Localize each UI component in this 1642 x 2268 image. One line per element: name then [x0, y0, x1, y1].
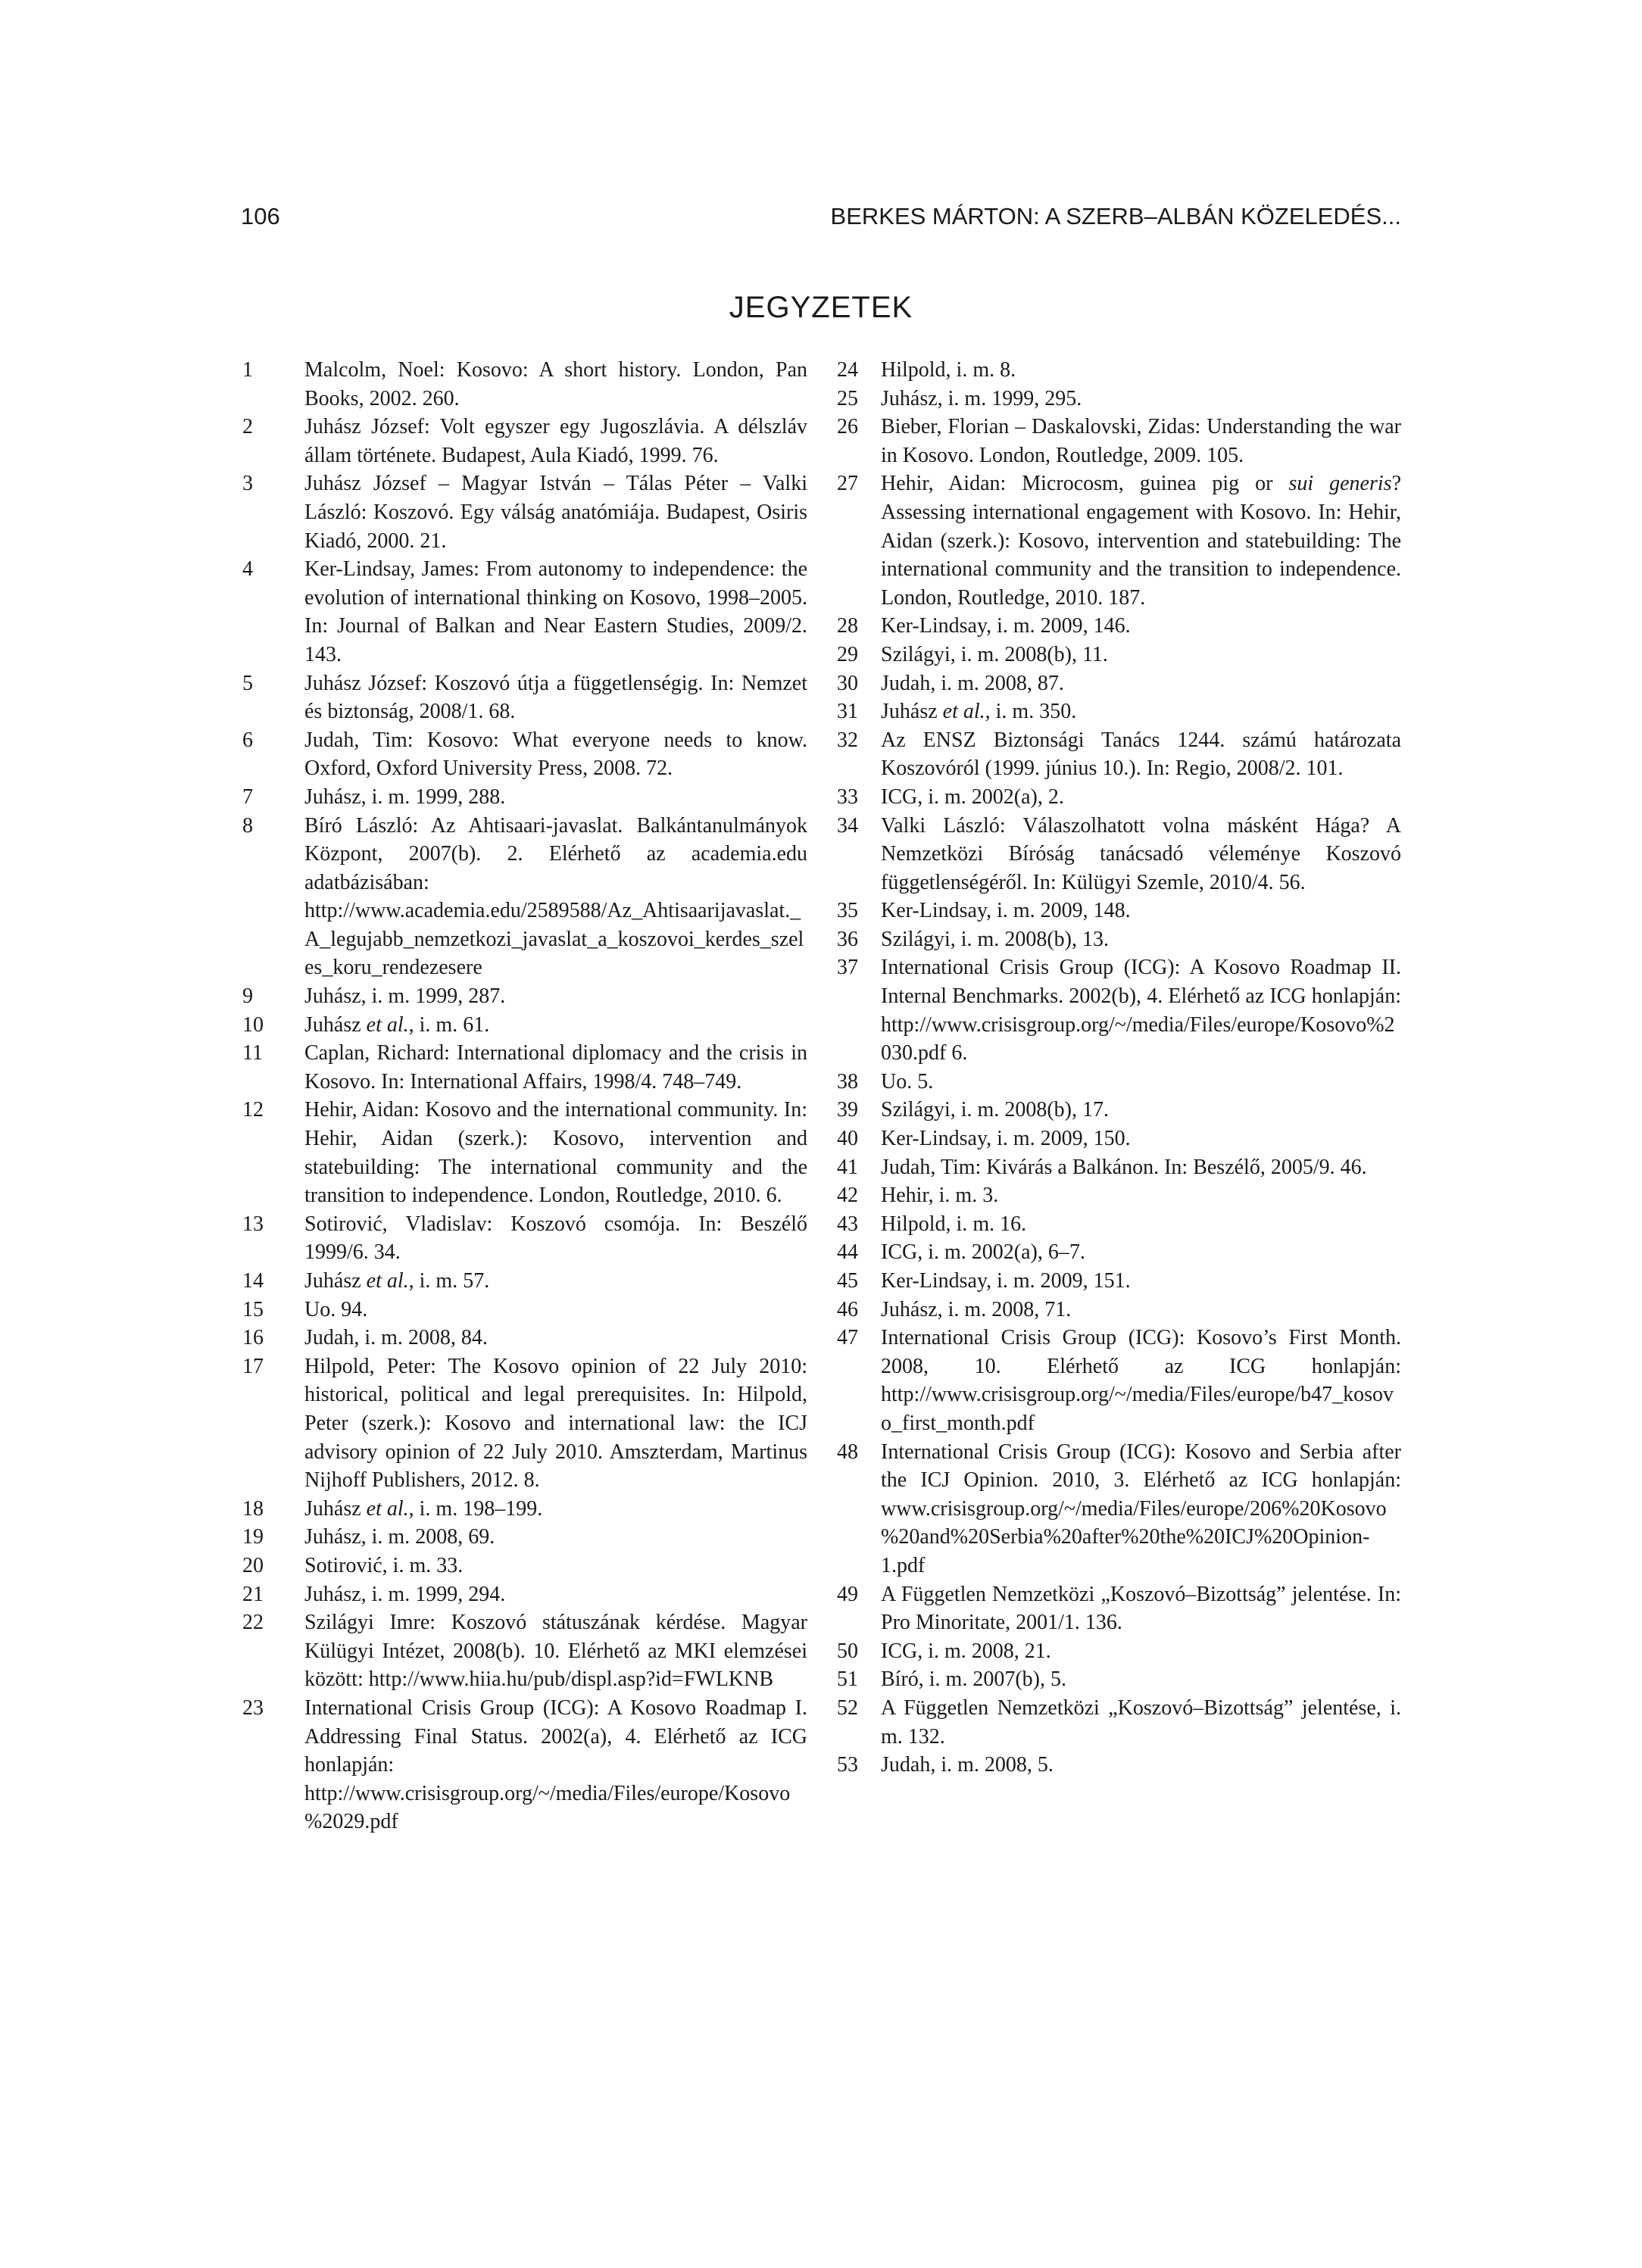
footnote-text: Juhász József: Koszovó útja a függetlenségig. In: Nemzet és biztonság, 2008/1. 68. [304, 671, 807, 724]
footnote [835, 1125, 1401, 1153]
footnote [835, 1267, 1401, 1296]
notes-column-right [835, 356, 1401, 1780]
footnote-text-part: i. m. 61. [414, 1012, 490, 1037]
footnote [241, 1495, 807, 1524]
footnote-number: 41 [837, 1155, 858, 1179]
footnote-number: 44 [837, 1240, 858, 1265]
footnote [835, 1438, 1401, 1580]
footnote [835, 1751, 1401, 1780]
footnote-text: ICG, i. m. 2008, 21. [881, 1639, 1051, 1663]
footnote-number: 28 [837, 614, 858, 638]
footnote [241, 1296, 807, 1324]
footnote-number: 7 [242, 785, 253, 809]
footnote-text: Judah, Tim: Kivárás a Balkánon. In: Beszélő, 2005/9. 46. [881, 1155, 1367, 1179]
footnote-text: Juhász, i. m. 1999, 295. [881, 386, 1082, 410]
footnote-number: 30 [837, 671, 858, 695]
footnote-text: A Független Nemzetközi „Koszovó–Bizottság” jelentése, i. m. 132. [881, 1696, 1401, 1749]
footnote [241, 356, 807, 413]
footnote-number: 31 [837, 700, 858, 724]
footnote-number: 38 [837, 1069, 858, 1093]
footnote [241, 1580, 807, 1609]
footnote-text: Uo. 94. [304, 1297, 368, 1321]
footnote [835, 1210, 1401, 1239]
footnote-text: International Crisis Group (ICG): A Kosovo Roadmap II. Internal Benchmarks. 2002(b), 4. Elérhető az ICG honlapján: http://www.crisisgroup.org/~/media/Files/europe/Kosovo%2030.pdf 6. [881, 956, 1401, 1065]
footnote-text [881, 697, 1401, 726]
footnote [835, 1665, 1401, 1694]
footnote-text: Caplan, Richard: International diplomacy and the crisis in Kosovo. In: International Affairs, 1998/4. 748–749. [304, 1041, 807, 1093]
footnote [835, 1238, 1401, 1267]
footnote [241, 555, 807, 669]
footnote-text: Szilágyi, i. m. 2008(b), 17. [881, 1098, 1109, 1122]
footnote-text: ICG, i. m. 2002(a), 2. [881, 785, 1064, 809]
footnote [835, 1068, 1401, 1097]
footnote [241, 1324, 807, 1352]
footnote-number: 18 [242, 1496, 264, 1521]
footnote-text: Judah, i. m. 2008, 87. [881, 671, 1064, 695]
footnote [835, 953, 1401, 1067]
footnote-text-part: i. m. 57. [414, 1269, 490, 1293]
page-header [241, 203, 1401, 241]
footnote-number: 17 [242, 1354, 264, 1378]
footnote [241, 1210, 807, 1267]
footnote [835, 897, 1401, 925]
running-title: BERKES MÁRTON: A SZERB–ALBÁN KÖZELEDÉS... [830, 203, 1401, 229]
footnote [835, 1096, 1401, 1125]
footnote-number: 8 [242, 813, 253, 838]
footnote-text [881, 470, 1401, 612]
footnote-text: International Crisis Group (ICG): Kosovo and Serbia after the ICJ Opinion. 2010, 3. Elérhető az ICG honlapján: www.crisisgroup.org/~/media/Files/europe/206%20Kosovo%20and%20Serbia%20after%20the%20ICJ%20Opinion-1.pdf [881, 1440, 1401, 1577]
footnote [241, 982, 807, 1011]
footnote [241, 1352, 807, 1495]
footnote-text-part: Juhász [304, 1496, 367, 1521]
footnote [241, 1039, 807, 1096]
footnote [835, 612, 1401, 641]
footnote-number: 16 [242, 1326, 264, 1350]
footnote-number: 6 [242, 728, 253, 752]
footnote-number: 46 [837, 1297, 858, 1321]
footnote-text: Juhász József – Magyar István – Tálas Péter – Valki László: Koszovó. Egy válság anatómiája. Budapest, Osiris Kiadó, 2000. 21. [304, 472, 807, 553]
footnote-number: 11 [242, 1041, 263, 1065]
footnote-number: 21 [242, 1582, 264, 1606]
footnote-number: 15 [242, 1297, 264, 1321]
footnote-number: 37 [837, 956, 858, 980]
footnote-number: 3 [242, 472, 253, 496]
footnote-text: Bíró, i. m. 2007(b), 5. [881, 1667, 1066, 1692]
footnote-number: 10 [242, 1012, 264, 1037]
footnote-text-italic: et al., [366, 1269, 414, 1293]
footnote-text: Sotirović, Vladislav: Koszovó csomója. In: Beszélő 1999/6. 34. [304, 1212, 807, 1265]
footnote-text-part: Juhász [881, 700, 943, 724]
footnote-text: Judah, Tim: Kosovo: What everyone needs to know. Oxford, Oxford University Press, 2008. 72. [304, 728, 807, 781]
footnote [835, 1181, 1401, 1210]
footnote-text: Juhász, i. m. 2008, 71. [881, 1297, 1072, 1321]
footnote-number: 53 [837, 1753, 858, 1777]
footnote-number: 33 [837, 785, 858, 809]
footnote-text-part: Juhász [304, 1012, 367, 1037]
footnote-text: Sotirović, i. m. 33. [304, 1553, 464, 1577]
footnote [241, 1523, 807, 1552]
footnote-number: 32 [837, 728, 858, 752]
footnote [835, 812, 1401, 897]
footnote [241, 669, 807, 726]
footnote-number: 5 [242, 671, 253, 695]
footnote-text-part: Hehir, Aidan: Microcosm, guinea pig or [881, 472, 1289, 496]
footnote [835, 385, 1401, 413]
footnote-number: 43 [837, 1212, 858, 1236]
footnote [835, 413, 1401, 470]
footnote-text: Malcolm, Noel: Kosovo: A short history. London, Pan Books, 2002. 260. [304, 358, 807, 410]
footnote-text: Valki László: Válaszolhatott volna másként Hága? A Nemzetközi Bíróság tanácsadó véleménye Koszovó függetlenségéről. In: Külügyi Szemle, 2010/4. 56. [881, 813, 1401, 894]
footnote [241, 783, 807, 812]
footnote [835, 1324, 1401, 1437]
footnote [241, 1552, 807, 1580]
footnote-text-part: Juhász [304, 1269, 367, 1293]
footnote-number: 20 [242, 1553, 264, 1577]
footnote [835, 697, 1401, 726]
footnote-text: Uo. 5. [881, 1069, 934, 1093]
footnote [835, 470, 1401, 612]
footnote-number: 22 [242, 1611, 264, 1635]
footnote-number: 14 [242, 1269, 264, 1293]
footnote-text: Hehir, i. m. 3. [881, 1184, 999, 1208]
footnote-number: 29 [837, 642, 858, 666]
footnote [241, 1011, 807, 1040]
footnote-text: ICG, i. m. 2002(a), 6–7. [881, 1240, 1085, 1265]
footnote-number: 39 [837, 1098, 858, 1122]
footnote-text: International Crisis Group (ICG): A Kosovo Roadmap I. Addressing Final Status. 2002(a), 4. Elérhető az ICG honlapján: http://www.crisisgroup.org/~/media/Files/europe/Kosovo%2029.pdf [304, 1696, 807, 1834]
footnote-number: 34 [837, 813, 858, 838]
footnote-number: 4 [242, 557, 253, 582]
footnote [241, 1608, 807, 1694]
footnote-text: Az ENSZ Biztonsági Tanács 1244. számú határozata Koszovóról (1999. június 10.). In: Regio, 2008/2. 101. [881, 728, 1401, 781]
footnote-text: Juhász, i. m. 1999, 294. [304, 1582, 506, 1606]
footnote [835, 726, 1401, 783]
footnote-number: 1 [242, 358, 253, 382]
footnote-text: Hilpold, i. m. 16. [881, 1212, 1027, 1236]
footnote [241, 1694, 807, 1836]
footnote-number: 42 [837, 1184, 858, 1208]
footnote-text [304, 1267, 807, 1296]
footnote-number: 35 [837, 899, 858, 923]
footnote-number: 9 [242, 984, 253, 1009]
footnote [835, 356, 1401, 385]
footnote-number: 52 [837, 1696, 858, 1720]
footnote [835, 1153, 1401, 1182]
footnote-number: 40 [837, 1127, 858, 1151]
footnote [241, 726, 807, 783]
notes-column-left [241, 356, 807, 1836]
footnote-text: A Független Nemzetközi „Koszovó–Bizottság” jelentése. In: Pro Minoritate, 2001/1. 136. [881, 1582, 1401, 1635]
footnote-text: Judah, i. m. 2008, 5. [881, 1753, 1054, 1777]
footnote-number: 48 [837, 1440, 858, 1464]
footnote-number: 36 [837, 927, 858, 951]
footnote-text: Hilpold, i. m. 8. [881, 358, 1016, 382]
footnote [241, 413, 807, 470]
footnote [835, 1580, 1401, 1637]
footnote-text: Hehir, Aidan: Kosovo and the international community. In: Hehir, Aidan (szerk.): Kosovo, intervention and statebuilding: The international community and the transition to independence. London, Routledge, 2010. 6. [304, 1098, 807, 1208]
footnote-text: Judah, i. m. 2008, 84. [304, 1326, 488, 1350]
footnote-text-part: i. m. 198–199. [414, 1496, 543, 1521]
footnote-number: 13 [242, 1212, 264, 1236]
footnote [835, 641, 1401, 669]
footnote-text: Szilágyi, i. m. 2008(b), 13. [881, 927, 1109, 951]
footnote-number: 49 [837, 1582, 858, 1606]
footnote-text: Juhász, i. m. 1999, 287. [304, 984, 506, 1009]
footnote [835, 1296, 1401, 1324]
footnote-text: Juhász, i. m. 1999, 288. [304, 785, 506, 809]
footnote-text: Szilágyi Imre: Koszovó státuszának kérdése. Magyar Külügyi Intézet, 2008(b). 10. Elérhető az MKI elemzései között: http://www.hiia.hu/pub/displ.asp?id=FWLKNB [304, 1611, 807, 1692]
footnote [241, 1096, 807, 1209]
footnote-text-italic: et al., [942, 700, 991, 724]
footnote-number: 2 [242, 415, 253, 439]
footnote-text: Ker-Lindsay, i. m. 2009, 148. [881, 899, 1131, 923]
footnote-number: 12 [242, 1098, 264, 1122]
footnote-number: 23 [242, 1696, 264, 1720]
page-number: 106 [241, 203, 280, 229]
footnote-text: Juhász József: Volt egyszer egy Jugoszlávia. A délszláv állam története. Budapest, Aula Kiadó, 1999. 76. [304, 415, 807, 467]
footnote-text [304, 1495, 807, 1524]
footnote-text-part: ? Assessing international engagement with Kosovo. In: Hehir, Aidan (szerk.): Kosovo, intervention and statebuilding: The international community and the transition to independence. London, Routledge, 2010. 187. [881, 472, 1401, 610]
footnote [241, 812, 807, 983]
footnote-number: 47 [837, 1326, 858, 1350]
section-title: JEGYZETEK [729, 291, 913, 324]
footnote [835, 1694, 1401, 1751]
footnote-text: Ker-Lindsay, i. m. 2009, 150. [881, 1127, 1131, 1151]
footnote-text: Bieber, Florian – Daskalovski, Zidas: Understanding the war in Kosovo. London, Routledge, 2009. 105. [881, 415, 1401, 467]
footnote-number: 45 [837, 1269, 858, 1293]
footnote [835, 669, 1401, 698]
footnote-text: Hilpold, Peter: The Kosovo opinion of 22 July 2010: historical, political and legal prerequisites. In: Hilpold, Peter (szerk.): Kosovo and international law: the ICJ advisory opinion of 22 July 2010. Amszterdam, Martinus Nijhoff Publishers, 2012. 8. [304, 1354, 807, 1493]
footnote-text: Ker-Lindsay, i. m. 2009, 146. [881, 614, 1131, 638]
footnote [835, 1637, 1401, 1666]
footnote-number: 27 [837, 472, 858, 496]
footnote-text-italic: sui generis [1288, 472, 1392, 496]
footnote-number: 51 [837, 1667, 858, 1692]
footnote-text: Szilágyi, i. m. 2008(b), 11. [881, 642, 1108, 666]
footnote-number: 19 [242, 1525, 264, 1549]
footnote-text-part: i. m. 350. [990, 700, 1077, 724]
footnote-text: Bíró László: Az Ahtisaari-javaslat. Balkántanulmányok Központ, 2007(b). 2. Elérhető az academia.edu adatbázisában: http://www.academia.edu/2589588/Az_Ahtisaarijavaslat._A_legujabb_nemzetkozi_javaslat_a_koszovoi_kerdes_szeles_koru_rendezesere [304, 813, 807, 980]
footnote [241, 470, 807, 555]
footnote-text: Ker-Lindsay, i. m. 2009, 151. [881, 1269, 1131, 1293]
footnote-number: 26 [837, 415, 858, 439]
footnote [241, 1267, 807, 1296]
footnote [835, 925, 1401, 954]
footnote-text: Juhász, i. m. 2008, 69. [304, 1525, 495, 1549]
footnote-text: International Crisis Group (ICG): Kosovo’s First Month. 2008, 10. Elérhető az ICG honlapján: http://www.crisisgroup.org/~/media/Files/europe/b47_kosovo_first_month.pdf [881, 1326, 1401, 1435]
footnote-number: 24 [837, 358, 858, 382]
footnote-text-italic: et al., [366, 1496, 414, 1521]
footnote-text: Ker-Lindsay, James: From autonomy to independence: the evolution of international thinking on Kosovo, 1998–2005. In: Journal of Balkan and Near Eastern Studies, 2009/2. 143. [304, 557, 807, 666]
footnote-text-italic: et al., [366, 1012, 414, 1037]
footnote-number: 50 [837, 1639, 858, 1663]
footnote [835, 783, 1401, 812]
footnote-number: 25 [837, 386, 858, 410]
footnote-text [304, 1011, 807, 1040]
